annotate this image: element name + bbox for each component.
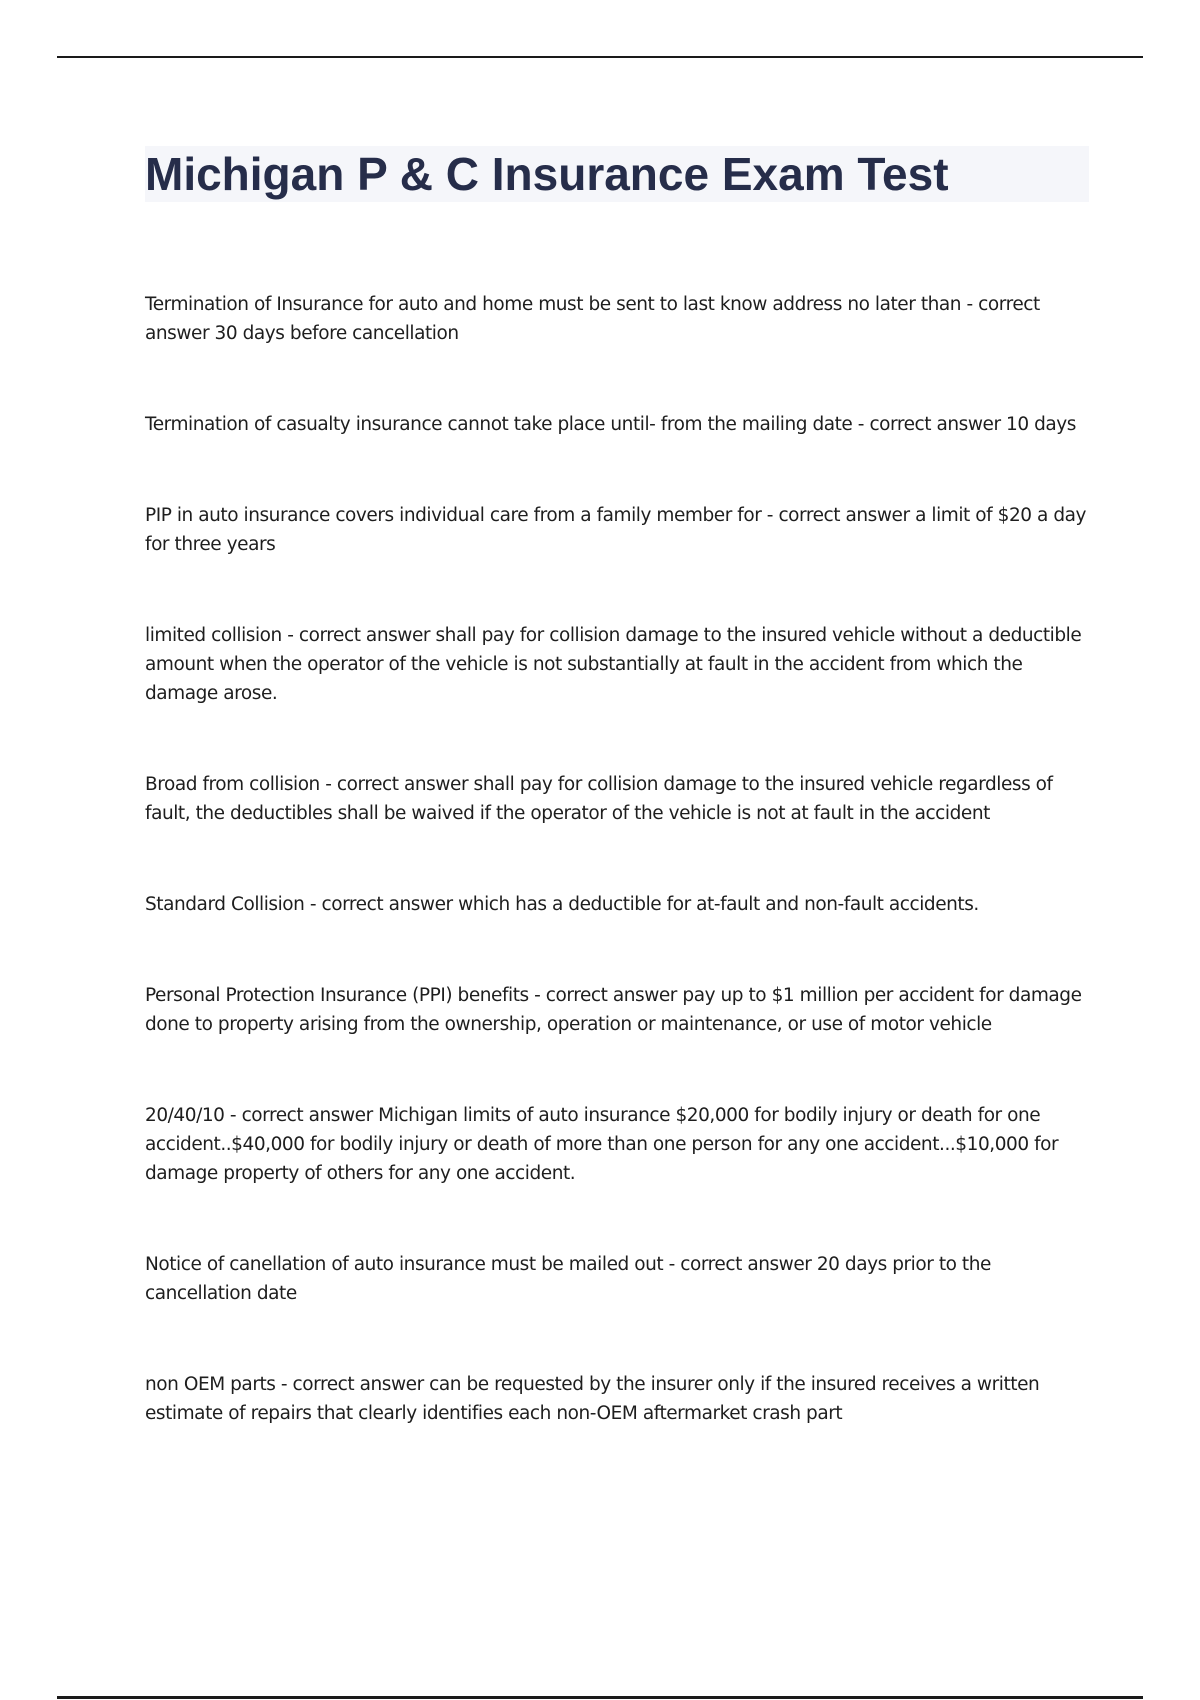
qa-entry: non OEM parts - correct answer can be requested by the insurer only if the insured receives a written estimate of repairs that clearly identifies each non-OEM aftermarket crash part [145,1374,1040,1424]
qa-entry: Termination of casualty insurance cannot take place until- from the mailing date - correct answer 10 days [145,414,1076,435]
qa-entry: Standard Collision - correct answer which has a deductible for at-fault and non-fault accidents. [145,894,979,915]
qa-entry: Termination of Insurance for auto and home must be sent to last know address no later than - correct answer 30 days before cancellation [145,294,1040,344]
qa-entry: limited collision - correct answer shall pay for collision damage to the insured vehicle without a deductible amount when the operator of the vehicle is not substantially at fault in the accident from which the damage arose. [145,625,1082,704]
qa-entry: PIP in auto insurance covers individual care from a family member for - correct answer a limit of $20 a day for three years [145,505,1087,555]
qa-entry: Notice of canellation of auto insurance must be mailed out - correct answer 20 days prior to the cancellation date [145,1254,991,1304]
top-rule [57,56,1143,58]
qa-entry: Broad from collision - correct answer shall pay for collision damage to the insured vehicle regardless of fault, the deductibles shall be waived if the operator of the vehicle is not at fault in the accident [145,774,1053,824]
qa-entry: Personal Protection Insurance (PPI) benefits - correct answer pay up to $1 million per accident for damage done to property arising from the ownership, operation or maintenance, or use of motor vehicle [145,985,1082,1035]
bottom-rule [57,1696,1143,1699]
qa-entry: 20/40/10 - correct answer Michigan limits of auto insurance $20,000 for bodily injury or death for one accident..$40,000 for bodily injury or death of more than one person for any one accident...$10,000 for damage property of others for any one accident. [145,1105,1059,1184]
qa-list [145,290,1095,1428]
page-title: Michigan P & C Insurance Exam Test [145,148,949,200]
